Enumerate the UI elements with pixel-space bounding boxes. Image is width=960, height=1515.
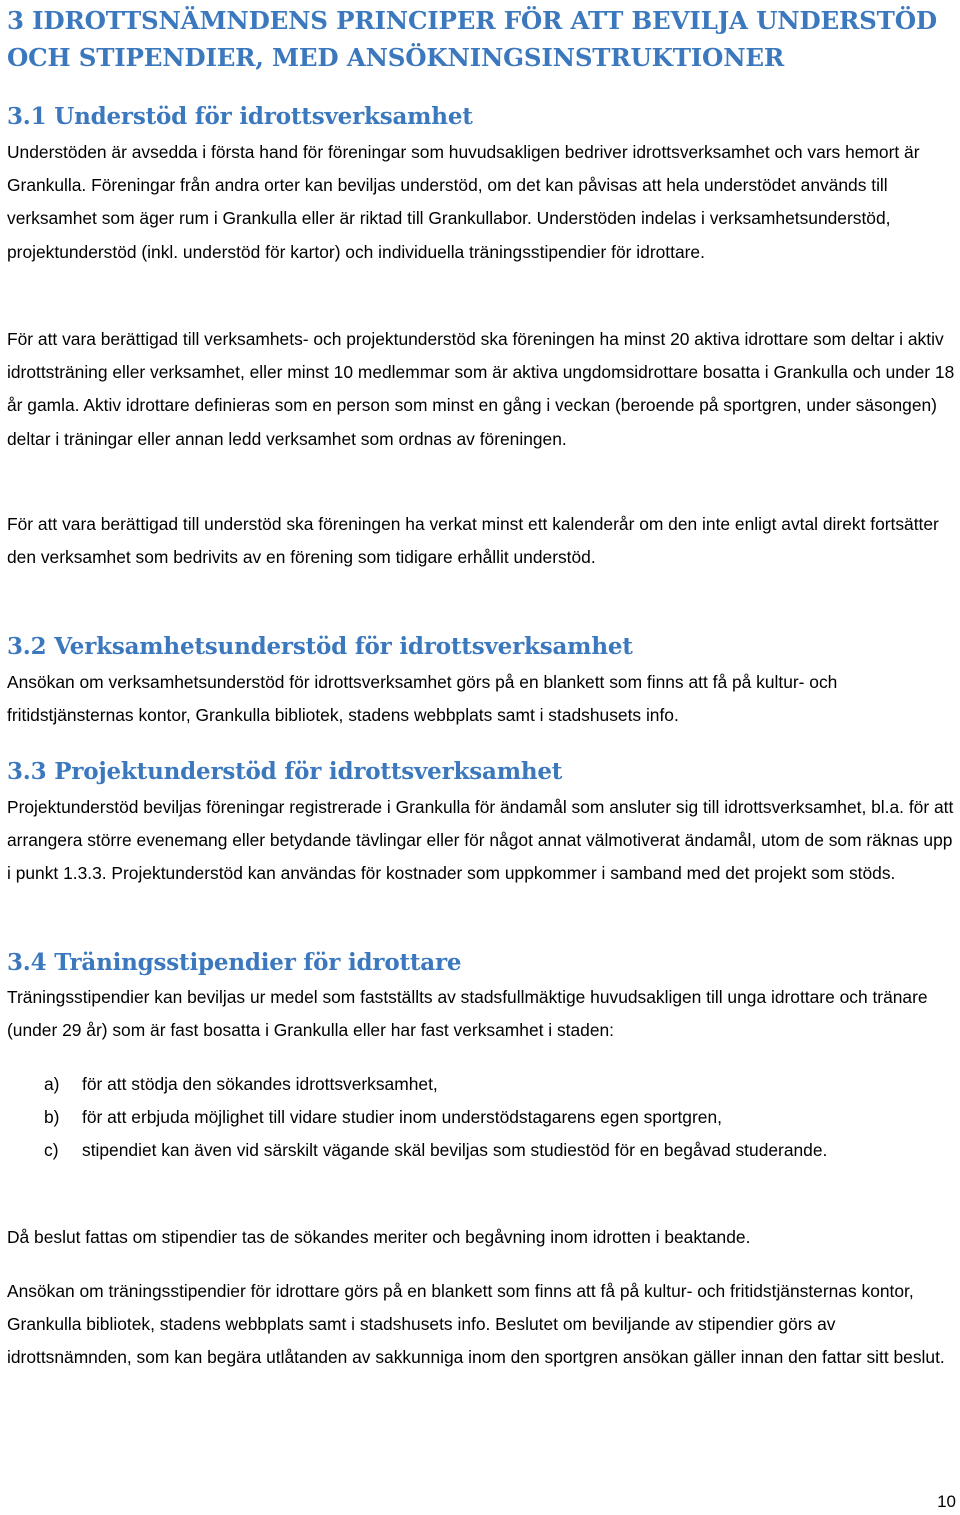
list-text: för att stödja den sökandes idrottsverksamhet, [82,1074,438,1094]
section-3-3-heading: 3.3 Projektunderstöd för idrottsverksamhet [7,758,563,785]
list-marker: a) [44,1074,60,1094]
section-3-1-paragraph-3: För att vara berättigad till understöd ska föreningen ha verkat minst ett kalenderår om den inte enligt avtal direkt fortsätter den verksamhet som bedrivits av en förening som tidigare erhållit understöd. [7,514,939,568]
list-text: för att erbjuda möjlighet till vidare studier inom understödstagarens egen sportgren, [82,1107,722,1127]
section-3-1-paragraph-2: För att vara berättigad till verksamhets- och projektunderstöd ska föreningen ha minst 20 aktiva idrottare som deltar i aktiv idrottsträning eller verksamhet, eller minst 10 medlemmar som är aktiva ungdomsidrottare bosatta i Grankulla och under 18 år gamla. Aktiv idrottare definieras som en person som minst en gång i veckan (beroende på sportgren, under säsongen) deltar i träningar eller annan ledd verksamhet som ordnas av föreningen. [7,329,955,449]
section-3-4-intro: Träningsstipendier kan beviljas ur medel som fastställts av stadsfullmäktige huvudsakligen till unga idrottare och tränare (under 29 år) som är fast bosatta i Grankulla eller har fast verksamhet i staden: [7,987,928,1041]
section-3-2-paragraph: Ansökan om verksamhetsunderstöd för idrottsverksamhet görs på en blankett som finns att få på kultur- och fritidstjänsternas kontor, Grankulla bibliotek, stadens webbplats samt i stadshusets info. [7,672,838,726]
section-3-4-paragraph-1: Då beslut fattas om stipendier tas de sökandes meriter och begåvning inom idrotten i beaktande. [7,1227,751,1247]
section-3-3-paragraph: Projektunderstöd beviljas föreningar registrerade i Grankulla för ändamål som ansluter sig till idrottsverksamhet, bl.a. för att arrangera större evenemang eller betydande tävlingar eller för något annat välmotiverat ändamål, utom de som räknas upp i punkt 1.3.3. Projektunderstöd kan användas för kostnader som uppkommer i samband med det projekt som stöds. [7,797,954,884]
section-3-2-heading: 3.2 Verksamhetsunderstöd för idrottsverksamhet [7,633,633,660]
page-number: 10 [937,1492,956,1511]
section-3-1-paragraph-1: Understöden är avsedda i första hand för föreningar som huvudsakligen bedriver idrottsverksamhet och vars hemort är Grankulla. Föreningar från andra orter kan beviljas understöd, om det kan påvisas att hela understödet används till verksamhet som äger rum i Grankulla eller är riktad till Grankullabor. Understöden indelas i verksamhetsunderstöd, projektunderstöd (inkl. understöd för kartor) och individuella träningsstipendier för idrottare. [7,142,920,262]
list-text: stipendiet kan även vid särskilt vägande skäl beviljas som studiestöd för en begåvad studerande. [82,1140,828,1160]
list-marker: c) [44,1140,59,1160]
section-3-4-paragraph-2: Ansökan om träningsstipendier för idrottare görs på en blankett som finns att få på kultur- och fritidstjänsternas kontor, Grankulla bibliotek, stadens webbplats samt i stadshusets info. Beslutet om beviljande av stipendier görs av idrottsnämnden, som kan begära utlåtanden av sakkunniga inom den sportgren ansökan gäller innan den fattar sitt beslut. [7,1281,945,1368]
main-heading: 3 IDROTTSNÄMNDENS PRINCIPER FÖR ATT BEVILJA UNDERSTÖD OCH STIPENDIER, MED ANSÖKNINGSINSTRUKTIONER [7,6,937,72]
section-3-4-heading: 3.4 Träningsstipendier för idrottare [7,949,462,976]
list-marker: b) [44,1107,60,1127]
section-3-1-heading: 3.1 Understöd för idrottsverksamhet [7,103,473,130]
